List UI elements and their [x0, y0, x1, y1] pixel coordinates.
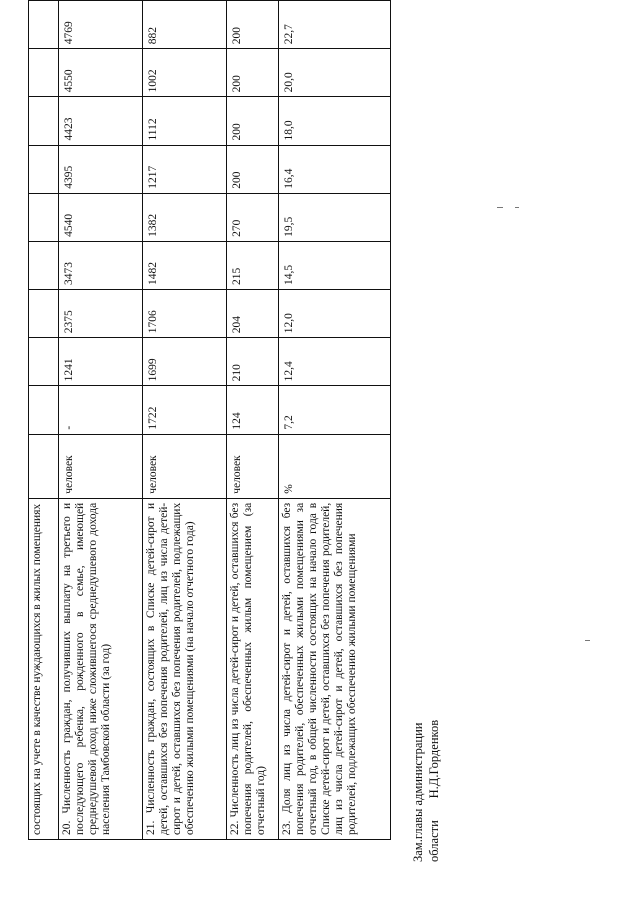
value-cell — [29, 49, 59, 97]
value-cell: 215 — [227, 241, 279, 289]
value-cell: 4423 — [59, 97, 143, 145]
signature-name: области Н.Д.Горденков — [427, 719, 441, 862]
value-cell: 210 — [227, 338, 279, 386]
value-cell: 1002 — [143, 49, 227, 97]
value-cell: 1112 — [143, 97, 227, 145]
value-cell: 200 — [227, 145, 279, 193]
value-cell: 12,0 — [279, 290, 391, 338]
signature-position: Зам.главы администрации — [411, 722, 425, 862]
table-row — [279, 1, 391, 840]
value-cell: 882 — [143, 1, 227, 49]
value-cell — [29, 145, 59, 193]
value-cell — [29, 338, 59, 386]
value-cell — [29, 386, 59, 434]
value-cell: 4550 — [59, 49, 143, 97]
unit-cell: % — [279, 434, 391, 498]
value-cell — [29, 1, 59, 49]
value-cell: 1706 — [143, 290, 227, 338]
value-cell: 7,2 — [279, 386, 391, 434]
unit-cell: человек — [143, 434, 227, 498]
table-row — [59, 1, 143, 840]
value-cell: 200 — [227, 49, 279, 97]
value-cell — [29, 97, 59, 145]
signature-block — [410, 720, 442, 862]
table-row — [227, 1, 279, 840]
value-cell: 22,7 — [279, 1, 391, 49]
value-cell: 1482 — [143, 241, 227, 289]
value-cell: 200 — [227, 97, 279, 145]
value-cell — [29, 241, 59, 289]
rotated-table-wrapper — [28, 0, 388, 840]
value-cell: 270 — [227, 193, 279, 241]
value-cell: 1382 — [143, 193, 227, 241]
value-cell — [29, 193, 59, 241]
value-cell: 16,4 — [279, 145, 391, 193]
value-cell: 3473 — [59, 241, 143, 289]
value-cell: 204 — [227, 290, 279, 338]
value-cell: 14,5 — [279, 241, 391, 289]
value-cell: 1217 — [143, 145, 227, 193]
value-cell: 2375 — [59, 290, 143, 338]
value-cell: 1699 — [143, 338, 227, 386]
indicator-cell: 20. Численность граждан, получивших выплату на третьего и последующего ребенка, рожденного в семье, имеющей среднедушевой доход ниже сложившегося среднедушевого дохода населения Тамбовской области (за год) — [59, 498, 143, 839]
scan-speck — [515, 207, 519, 208]
value-cell: 200 — [227, 1, 279, 49]
value-cell — [29, 290, 59, 338]
unit-cell — [29, 434, 59, 498]
table-row — [29, 1, 59, 840]
value-cell: 19,5 — [279, 193, 391, 241]
scan-speck — [497, 207, 503, 208]
indicator-cell: 21. Численность граждан, состоящих в Списке детей-сирот и детей, оставшихся без попечения родителей, лиц из числа детей-сирот и детей, оставшихся без попечения родителей, подлежащих обеспечению жилыми помещениями (на начало отчетного года) — [143, 498, 227, 839]
indicator-cell: 22. Численность лиц из числа детей-сирот и детей, оставшихся без попечения родителей, обеспеченных жилым помещением (за отчетный год) — [227, 498, 279, 839]
table-row — [143, 1, 227, 840]
unit-cell: человек — [227, 434, 279, 498]
indicators-table — [28, 0, 391, 840]
value-cell: 1241 — [59, 338, 143, 386]
value-cell: 12,4 — [279, 338, 391, 386]
value-cell: 4769 — [59, 1, 143, 49]
value-cell: 4395 — [59, 145, 143, 193]
value-cell: 20,0 — [279, 49, 391, 97]
value-cell: 124 — [227, 386, 279, 434]
value-cell: - — [59, 386, 143, 434]
value-cell: 1722 — [143, 386, 227, 434]
value-cell: 4540 — [59, 193, 143, 241]
indicator-cell: 23. Доля лиц из числа детей-сирот и детей, оставшихся без попечения родителей, обеспеченных жилыми помещениями за отчетный год, в общей численности состоящих на начало года в Списке детей-сирот и детей, оставшихся без попечения родителей, лиц из числа детей-сирот и детей, оставшихся без попечения родителей, подлежащих обеспечению жилыми помещениями — [279, 498, 391, 839]
unit-cell: человек — [59, 434, 143, 498]
indicator-cell: состоящих на учете в качестве нуждающихся в жилых помещениях — [29, 498, 59, 839]
value-cell: 18,0 — [279, 97, 391, 145]
scan-speck — [585, 640, 590, 641]
